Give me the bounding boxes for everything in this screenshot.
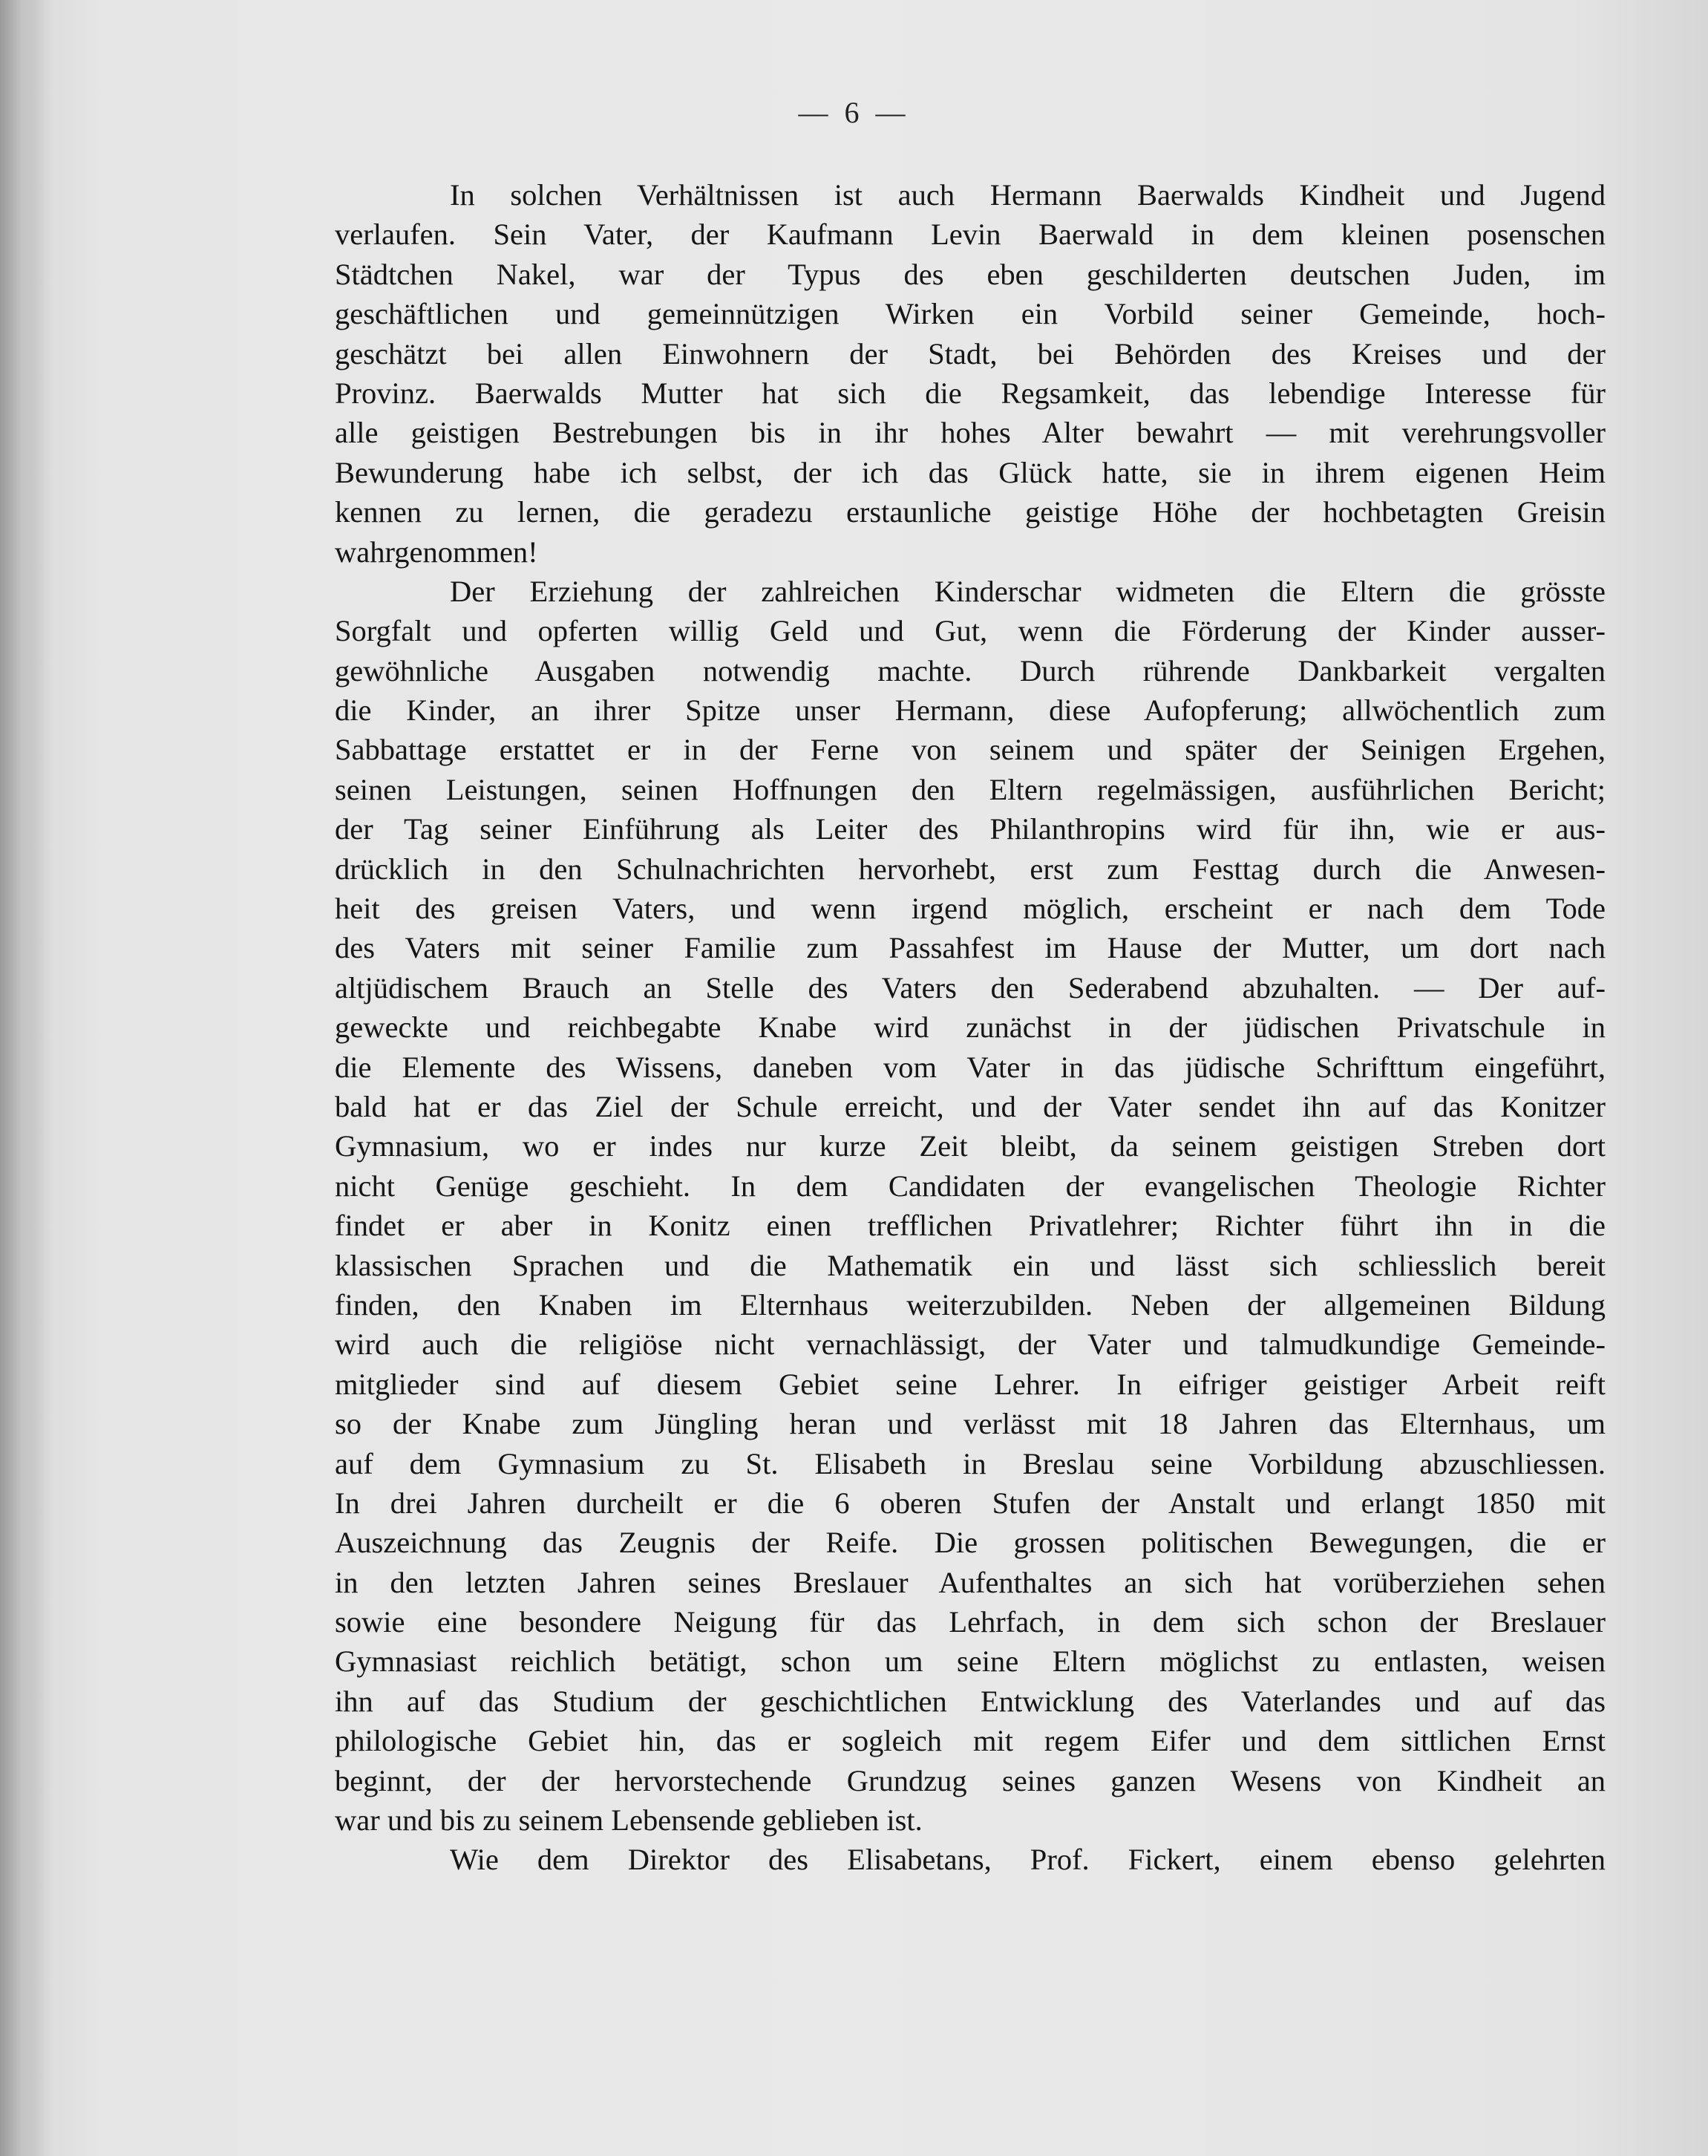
text-line: finden, den Knaben im Elternhaus weiterzubilden. Neben der allgemeinen Bildung <box>335 1287 1606 1322</box>
text-line: sowie eine besondere Neigung für das Lehrfach, in dem sich schon der Breslauer <box>335 1605 1606 1639</box>
text-line: Städtchen Nakel, war der Typus des eben geschilderten deutschen Juden, im <box>335 257 1606 291</box>
text-line: in den letzten Jahren seines Breslauer Aufenthaltes an sich hat vorüberziehen sehen <box>335 1565 1606 1599</box>
text-line: altjüdischem Brauch an Stelle des Vaters den Sederabend abzuhalten. — Der auf- <box>335 970 1606 1004</box>
text-line: philologische Gebiet hin, das er sogleich mit regem Eifer und dem sittlichen Ernst <box>335 1724 1606 1758</box>
text-line: mitglieder sind auf diesem Gebiet seine Lehrer. In eifriger geistiger Arbeit reift <box>335 1367 1606 1401</box>
text-line: verlaufen. Sein Vater, der Kaufmann Levin Baerwald in dem kleinen posenschen <box>335 218 1606 252</box>
text-line: kennen zu lernen, die geradezu erstaunliche geistige Höhe der hochbetagten Greisin <box>335 495 1606 529</box>
text-line: Gymnasiast reichlich betätigt, schon um seine Eltern möglichst zu entlasten, weisen <box>335 1644 1606 1679</box>
text-line: alle geistigen Bestrebungen bis in ihr hohes Alter bewahrt — mit verehrungsvoller <box>335 416 1606 450</box>
paragraph <box>335 175 1606 572</box>
text-line: der Tag seiner Einführung als Leiter des Philanthropins wird für ihn, wie er aus- <box>335 812 1606 846</box>
text-line: geweckte und reichbegabte Knabe wird zunächst in der jüdischen Privatschule in <box>335 1010 1606 1045</box>
text-line: Bewunderung habe ich selbst, der ich das Glück hatte, sie in ihrem eigenen Heim <box>335 455 1606 489</box>
text-line: wird auch die religiöse nicht vernachlässigt, der Vater und talmudkundige Gemeinde- <box>335 1327 1606 1362</box>
text-line: die Kinder, an ihrer Spitze unser Hermann, diese Aufopferung; allwöchentlich zum <box>335 693 1606 728</box>
text-line: Gymnasium, wo er indes nur kurze Zeit bleibt, da seinem geistigen Streben dort <box>335 1129 1606 1163</box>
text-line: heit des greisen Vaters, und wenn irgend möglich, erscheint er nach dem Tode <box>335 892 1606 926</box>
text-line: Wie dem Direktor des Elisabetans, Prof. Fickert, einem ebenso gelehrten <box>450 1843 1606 1877</box>
text-line: klassischen Sprachen und die Mathematik ein und lässt sich schliesslich bereit <box>335 1248 1606 1282</box>
text-line: so der Knabe zum Jüngling heran und verlässt mit 18 Jahren das Elternhaus, um <box>335 1407 1606 1441</box>
text-line: wahrgenommen! <box>335 535 538 569</box>
text-line: gewöhnliche Ausgaben notwendig machte. Durch rührende Dankbarkeit vergalten <box>335 653 1606 687</box>
text-line: ihn auf das Studium der geschichtlichen Entwicklung des Vaterlandes und auf das <box>335 1684 1606 1718</box>
text-line: In solchen Verhältnissen ist auch Hermann Baerwalds Kindheit und Jugend <box>450 178 1606 212</box>
text-line: Provinz. Baerwalds Mutter hat sich die Regsamkeit, das lebendige Interesse für <box>335 376 1606 410</box>
text-line: Auszeichnung das Zeugnis der Reife. Die grossen politischen Bewegungen, die er <box>335 1526 1606 1560</box>
text-line: Sabbattage erstattet er in der Ferne von seinem und später der Seinigen Ergehen, <box>335 733 1606 767</box>
text-line: war und bis zu seinem Lebensende geblieben ist. <box>335 1803 923 1838</box>
paragraph <box>335 572 1606 1840</box>
text-line: des Vaters mit seiner Familie zum Passahfest im Hause der Mutter, um dort nach <box>335 931 1606 965</box>
body-text <box>335 175 1606 1880</box>
text-line: Sorgfalt und opferten willig Geld und Gut, wenn die Förderung der Kinder ausser- <box>335 614 1606 648</box>
text-line: In drei Jahren durcheilt er die 6 oberen Stufen der Anstalt und erlangt 1850 mit <box>335 1486 1606 1520</box>
text-line: findet er aber in Konitz einen trefflichen Privatlehrer; Richter führt ihn in die <box>335 1209 1606 1243</box>
text-line: geschäftlichen und gemeinnützigen Wirken ein Vorbild seiner Gemeinde, hoch- <box>335 297 1606 331</box>
text-line: geschätzt bei allen Einwohnern der Stadt, bei Behörden des Kreises und der <box>335 336 1606 370</box>
page-number: — 6 — <box>798 96 910 129</box>
text-line: drücklich in den Schulnachrichten hervorhebt, erst zum Festtag durch die Anwesen- <box>335 852 1606 886</box>
text-line: die Elemente des Wissens, daneben vom Vater in das jüdische Schrifttum eingeführt, <box>335 1050 1606 1084</box>
text-line: auf dem Gymnasium zu St. Elisabeth in Breslau seine Vorbildung abzuschliessen. <box>335 1446 1606 1480</box>
text-line: Der Erziehung der zahlreichen Kinderschar widmeten die Eltern die grösste <box>450 574 1606 608</box>
text-line: bald hat er das Ziel der Schule erreicht, und der Vater sendet ihn auf das Konitzer <box>335 1089 1606 1123</box>
text-line: beginnt, der der hervorstechende Grundzug seines ganzen Wesens von Kindheit an <box>335 1763 1606 1797</box>
text-line: nicht Genüge geschieht. In dem Candidaten der evangelischen Theologie Richter <box>335 1169 1606 1203</box>
text-line: seinen Leistungen, seinen Hoffnungen den Eltern regelmässigen, ausführlichen Bericht; <box>335 772 1606 806</box>
paragraph <box>335 1840 1606 1879</box>
